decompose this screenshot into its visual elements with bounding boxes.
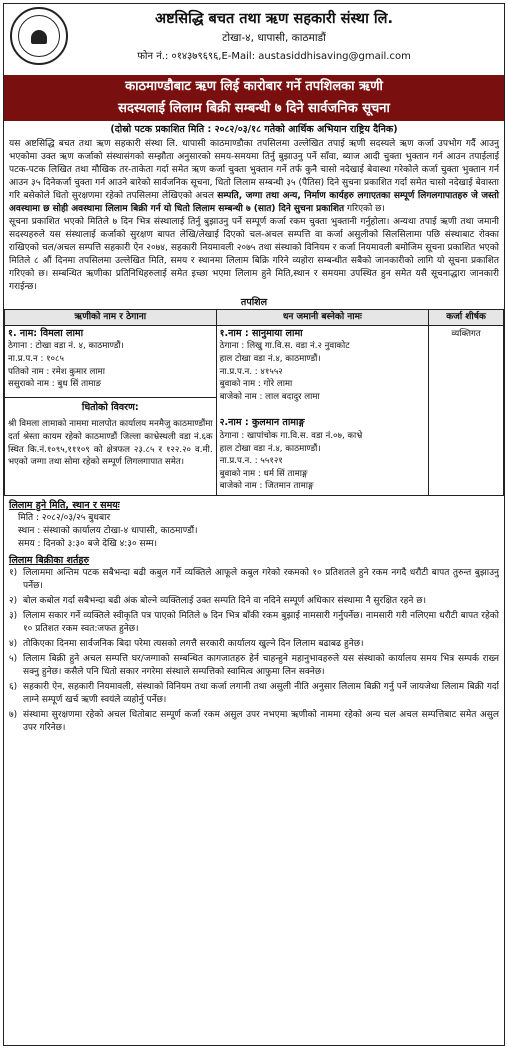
publication-line: (दोस्रो पटक प्रकाशित मिति : २०८२/०३/१८ गतेको आर्थिक अभियान राष्ट्रिय दैनिक) [110, 124, 398, 135]
guarantor2-address: ठेगाना : खापांचोक गा.वि.स. वडा नं.०७, काभ्रे [219, 430, 363, 441]
borrower-citizenship: ना.प्र.प.न : १०८५ [8, 354, 64, 364]
list-item: ६) सहकारी ऐन, सहकारी नियमावली, संस्थाको विनियम तथा कर्जा लगानी तथा असुली नीति अनुसार लिलाम बिक्री गर्नु पर्ने जायजेथा लिलाम बिक्री गर्दा लाग्ने सम्पूर्ण खर्च ऋणी स्वयंले व्यहोर्नु पर्नेछ। [9, 682, 499, 706]
guarantor1-current-address: हाल टोखा वडा नं.४, काठमाण्डौं। [219, 354, 321, 364]
notice-title-line1: काठमाण्डौबाट ऋण लिई कारोबार गर्ने तपशिलका ऋणी [125, 79, 383, 94]
guarantor2-current-address: हाल टोखा वडा नं.४, काठमाण्डौं। [219, 443, 321, 454]
table-header: धन जमानी बस्नेको नामः [216, 310, 429, 326]
organization-address: टोखा-४, धापासी, काठमाडौं [222, 32, 326, 44]
borrower-father-in-law: ससुराको नाम : बुध सिं तामाङ [8, 379, 102, 390]
guarantor1-citizenship: ना.प्र.प.न. : ४१५५२ [219, 366, 283, 377]
auction-time: समय : दिनको ३:३० बजे देखि ४:३० सम्म। [18, 539, 158, 550]
terms-heading: लिलाम बिक्रीका शर्तहरु [9, 555, 90, 567]
guarantor1-name: १.नाम : सानुमाया लामा [219, 327, 303, 339]
list-item: ५) लिलाम बिक्री हुने अचल सम्पत्ति घर/जग्गाको सम्बन्धित कागजातहरु हेर्न चाहन्‍हुने महानुभावहरुले यस संस्थाको कार्यालय समय भित्र सम्पर्क राख्न सक्नु हुनेछ। कसैले पनि धितो सकार नगरेमा संस्थाले सम्पत्तिको स्वामित्व आफुमा लिन सक्नेछ। [9, 654, 499, 678]
terms-list [4, 567, 504, 735]
collateral-text: श्री विमला लामाको नाममा मालपोत कार्यालय मनमैजु काठमाण्डौंमा दर्ता श्रेस्ता कायम रहेको काठमाण्डौं जिल्ला काभ्रेस्थली वडा नं.६क स्थित कि.नं.१०९५,१११०९ को क्षेत्रफल २३.८५ र १२२.२० व.मी. भएको जग्गा तथा सोमा रहेको सम्पूर्ण लिगलगापात समेत। [8, 419, 213, 468]
guarantor1-father: बुवाको नाम : गोरे लामा [219, 379, 293, 390]
table-row [5, 325, 504, 495]
guarantor2-citizenship: ना.प्र.प.न. : ५५१२१ [219, 456, 283, 467]
borrower-husband: पतिको नाम : रमेश कुमार लामा [8, 366, 105, 377]
loan-type-cell [429, 325, 504, 495]
notice-paragraph-2: सूचना प्रकाशित भएको मितिले ७ दिन भित्र संस्थालाई तिर्नु बुझाउनु पर्ने सम्पूर्ण कर्जा रकम चुक्ता भुक्तानी गर्नुहोला। अन्यथा तपाई ऋणी तथा जमानी सदस्यहरुले यस संस्थालाई कर्जाको सुरक्षण बापत लेखि/लेखाई दिएको चल-अचल सम्पत्ति वा कर्जा असुलीको सिलसिलामा पछि संस्थाबाट रोक्का राखिएको चल/अचल सम्पत्ति सहकारी ऐन २०७४, सहकारी नियमावली २०७५ तथा संस्थाको विनियम र कर्जा नियमावली बमोजिम सूचना प्रकाशित भएको मितिले ८ औं दिनमा तपसिलमा उल्लेखित मिति, समय र स्थानमा लिलाम बिक्रि गरिने व्यहोरा सम्बन्धीत सबैको जानकारीको लागि यो सूचना प्रकाशित गरिएको छ। सम्बन्धित ऋणीका प्रतिनिधिहरुलाई समेत इच्छा भएमा लिलाम हुने मिति,स्थान र समयमा उपस्थित हुन समेत यसै सूचनाद्धारा जानकारी गराईन्छ। [9, 217, 499, 293]
notice-body [4, 138, 504, 294]
guarantor1-grandfather: बाजेको नाम : लाल बदादुर लामा [219, 391, 320, 402]
notice-title [4, 75, 504, 121]
collateral-heading: धितोको विवरण: [81, 401, 139, 413]
organization-contact: फोन नं.: ०१४३७९६९६,E-Mail: austasiddhisaving@gmail.com [137, 51, 411, 62]
list-item: ७) संस्थामा सुरक्षणमा रहेको अचल धितोबाट सम्पूर्ण कर्जा रकम असुल उपर नभएमा ऋणीको नाममा रहेको अन्य चल अचल सम्पत्तिबाट समेत असुल उपर गरिनेछ। [9, 710, 499, 734]
borrower-address: ठेगाना : टोखा वडा नं. ४, काठमाण्डौं। [8, 341, 124, 352]
list-item: २) बोल कबोल गर्दा सबैभन्दा बढी अंक बोल्ने व्यक्तिलाई उक्त सम्पति दिने वा नदिने सम्पूर्ण अधिकार संस्थामा नै सुरक्षित रहने छ। [9, 596, 427, 607]
guarantor2-father: बुवाको नाम : धर्म सिं तामाङ्ग [219, 468, 308, 479]
details-table [4, 309, 504, 496]
organization-name: अष्टसिद्धि बचत तथा ऋण सहकारी संस्था लि. [155, 11, 393, 27]
guarantor2-grandfather: बाजेको नाम : जितमान तामाङ्ग [219, 481, 314, 492]
details-caption: तपशिल [240, 297, 268, 309]
notice-page [3, 3, 505, 1046]
notice-title-line2: सदस्यलाई लिलाम बिक्री सम्बन्धी ७ दिने सार्वजनिक सूचना [118, 101, 390, 116]
auction-date: मिति : २०८२/०३/२५ बुधबार [18, 513, 111, 524]
list-item: ४) तोकिएका दिनमा सार्वजनिक बिदा परेमा त्यसको लगत्तै सरकारी कार्यालय खुल्ने दिन लिलाम बढाबढ हुनेछ। [9, 639, 364, 650]
borrower-name: १. नाम: विमला लामा [8, 327, 84, 339]
guarantor1-address: ठेगाना : लिखु गा.वि.स. वडा नं.२ नुवाकोट [219, 341, 350, 352]
loan-type: व्यक्तिगत [451, 328, 481, 339]
table-header: ऋणीको नाम र ठेगाना [5, 310, 217, 326]
table-header: कर्जा शीर्षक [429, 310, 504, 326]
list-item: ३) लिलाम सकार गर्ने व्यक्तिले स्वीकृति पत्र पाएको मितिले ७ दिन भित्र बाँकी रकम बुझाई नामसारी गर्नुपर्नेछ। नामसारी गरी नलिएमा धरौटी बापत रहेको १० प्रतिशत रकम स्वत:जफत हुनेछ। [9, 611, 499, 635]
notice-paragraph-1: यस अष्टसिद्धि बचत तथा ऋण सहकारी संस्था लि. धापासी काठमाण्डौका तपसिलमा उल्लेखित तपाई ऋणी सदस्यले ऋण कर्जा उपभोग गर्दै आउनु भएकोमा उक्त ऋण कर्जाको संस्थासंगको सम्झौता अनुसारको समय-समयमा तिर्नु बुझाउनु पर्ने साँवा, ब्याज आदी चुक्ता भुक्तान गर्न आउन तपाईलाई पटक-पटक लिखित तथा मौखिक तर-ताकेता गर्दा समेत ऋण कर्जा चुक्ता भुक्तान गर्ने तर्फ कुनै चासो नदेखाई बेवास्था गरेकोले कर्जा चुक्ता भुक्तान गर्न आउन ३५ दिनेकर्जा चुक्ता गर्न आउने बारेको सार्वजनिक सूचना, धितो लिलाम सम्बन्धी ३५ (पैतिस) दिने सुचना प्रकाशित गर्दा समेत चासो नदेखाई बेवास्ता गरि बसेकोले धितो सुरक्षणमा रहेको तपसिलमा लेखिएको अचल सम्पति, जग्गा तथा अन्य, निर्माण कार्यहरु लगाएतका सम्पूर्ण लिगलगापातहरु जे जस्तो अवस्थामा छ सोही अवस्थामा लिलाम बिक्री गर्न यो धितो लिलाम सम्बन्धी ७ (सात) दिने सुचना प्रकाशित गरिएको छ। [9, 139, 499, 215]
auction-heading: लिलाम हुने मिति, स्थान र समयः [9, 499, 120, 511]
table-header-row [5, 310, 504, 326]
header [4, 4, 504, 75]
guarantor2-name: २.नाम : कुलमान तामाङ्ग [219, 417, 305, 429]
auction-place: स्थान : संस्थाको कार्यालय टोखा-४ धापासी, काठमाण्डौं। [18, 526, 198, 537]
guarantor-cell [216, 325, 429, 495]
list-item: १) लिलाममा अन्तिम पटक सबैभन्दा बढी कबुल गर्ने व्यक्तिले आफूले कबुल गरेको रकमको १० प्रतिशतले हुने रकम नगदै धरौटी बापत तुरुन्त बुझाउनु पर्नेछ। [9, 568, 499, 592]
borrower-cell [5, 325, 217, 495]
